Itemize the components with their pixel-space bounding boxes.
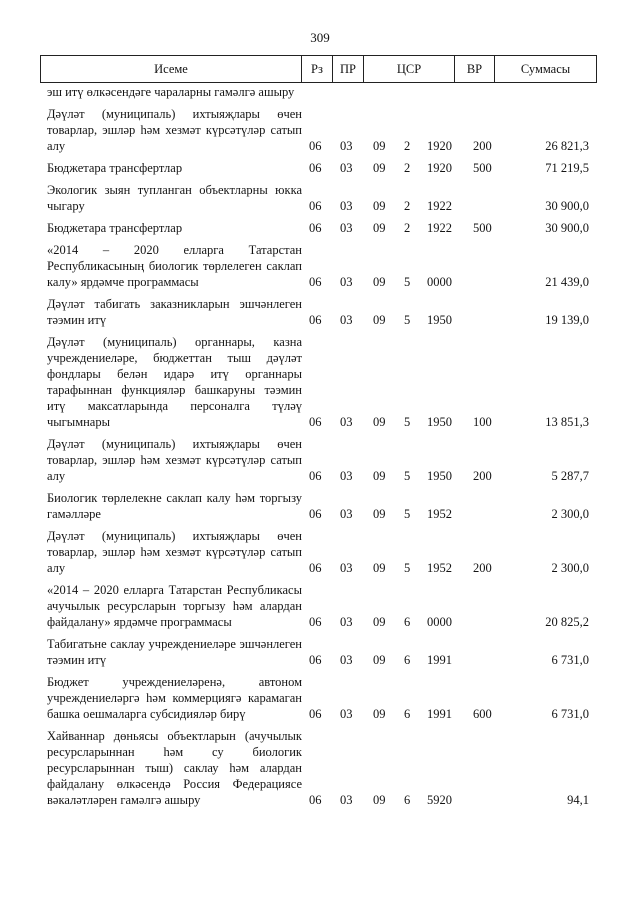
cell-rz: 06 bbox=[309, 199, 322, 213]
cell-csr2: 2 bbox=[404, 139, 411, 153]
cell-vr: 200 bbox=[473, 469, 492, 483]
cell-rz: 06 bbox=[309, 161, 322, 175]
cell-vr: 500 bbox=[473, 161, 492, 175]
row-name: Дәүләт (муниципаль) ихтыяҗлары өчен товарлар, эшләр һәм хезмәт күрсәтүләр сатып алу bbox=[47, 437, 302, 483]
row-codes bbox=[302, 560, 592, 576]
cell-csr2: 6 bbox=[404, 793, 411, 807]
table-row bbox=[47, 436, 592, 484]
cell-pr: 03 bbox=[340, 507, 353, 521]
header-sum: Суммасы bbox=[495, 56, 597, 83]
row-codes bbox=[302, 468, 592, 484]
cell-sum: 19 139,0 bbox=[545, 313, 589, 327]
cell-csr2: 5 bbox=[404, 561, 411, 575]
cell-csr3: 1922 bbox=[427, 221, 452, 235]
cell-sum: 2 300,0 bbox=[551, 507, 589, 521]
cell-csr3: 1952 bbox=[427, 561, 452, 575]
cell-vr: 200 bbox=[473, 561, 492, 575]
cell-vr: 100 bbox=[473, 415, 492, 429]
cell-csr3: 5920 bbox=[427, 793, 452, 807]
cell-pr: 03 bbox=[340, 161, 353, 175]
table-row bbox=[47, 296, 592, 328]
cell-csr3: 1991 bbox=[427, 653, 452, 667]
row-codes bbox=[302, 414, 592, 430]
cell-csr2: 6 bbox=[404, 707, 411, 721]
table-header bbox=[40, 55, 597, 83]
cell-csr2: 5 bbox=[404, 275, 411, 289]
cell-csr1: 09 bbox=[373, 199, 386, 213]
cell-rz: 06 bbox=[309, 275, 322, 289]
row-name: Бюджетара трансфертлар bbox=[47, 161, 183, 175]
cell-csr3: 1950 bbox=[427, 415, 452, 429]
cell-csr1: 09 bbox=[373, 793, 386, 807]
row-name: Бюджет учреждениеләренә, автоном учреждениеләргә һәм коммерциягә карамаган башка оешмаларга субсидияләр бирү bbox=[47, 675, 302, 721]
cell-csr2: 5 bbox=[404, 469, 411, 483]
cell-sum: 26 821,3 bbox=[545, 139, 589, 153]
cell-csr1: 09 bbox=[373, 561, 386, 575]
cell-pr: 03 bbox=[340, 221, 353, 235]
header-rz: Рз bbox=[302, 56, 333, 83]
cell-sum: 2 300,0 bbox=[551, 561, 589, 575]
cell-sum: 30 900,0 bbox=[545, 199, 589, 213]
cell-csr3: 1950 bbox=[427, 313, 452, 327]
row-name: «2014 – 2020 елларга Татарстан Республикасының биологик төрлелеген саклап калу» ярдәмче программасы bbox=[47, 243, 302, 289]
row-codes bbox=[302, 792, 592, 808]
cell-csr1: 09 bbox=[373, 615, 386, 629]
cell-csr3: 1920 bbox=[427, 161, 452, 175]
cell-csr2: 6 bbox=[404, 615, 411, 629]
cell-sum: 20 825,2 bbox=[545, 615, 589, 629]
row-name: Хайваннар дөньясы объектларын (ачучылык ресурсларыннан һәм су биологик ресурсларыннан тыш) саклау һәм алардан файдалану өлкәсендә Россия Федерациясе вәкаләтләрен гамәлгә ашыру bbox=[47, 729, 302, 807]
row-name: Биологик төрлелекне саклап калу һәм торгызу гамәлләре bbox=[47, 491, 302, 521]
cell-csr1: 09 bbox=[373, 707, 386, 721]
cell-rz: 06 bbox=[309, 469, 322, 483]
cell-rz: 06 bbox=[309, 221, 322, 235]
header-pr: ПР bbox=[333, 56, 364, 83]
cell-csr3: 0000 bbox=[427, 275, 452, 289]
budget-table-body bbox=[47, 84, 592, 814]
cell-pr: 03 bbox=[340, 139, 353, 153]
row-codes bbox=[302, 160, 592, 176]
cell-rz: 06 bbox=[309, 415, 322, 429]
cell-csr1: 09 bbox=[373, 313, 386, 327]
cell-pr: 03 bbox=[340, 313, 353, 327]
cell-csr1: 09 bbox=[373, 653, 386, 667]
row-codes bbox=[302, 652, 592, 668]
table-row bbox=[47, 160, 592, 176]
cell-csr2: 6 bbox=[404, 653, 411, 667]
cell-csr1: 09 bbox=[373, 275, 386, 289]
cell-csr2: 5 bbox=[404, 507, 411, 521]
cell-csr1: 09 bbox=[373, 507, 386, 521]
cell-pr: 03 bbox=[340, 615, 353, 629]
cell-csr1: 09 bbox=[373, 161, 386, 175]
row-codes bbox=[302, 312, 592, 328]
cell-csr2: 2 bbox=[404, 199, 411, 213]
header-csr: ЦСР bbox=[364, 56, 455, 83]
row-name: Табигатьне саклау учреждениеләре эшчәнлеген тәэмин итү bbox=[47, 637, 302, 667]
row-name: Бюджетара трансфертлар bbox=[47, 221, 183, 235]
cell-csr3: 1922 bbox=[427, 199, 452, 213]
table-row bbox=[47, 106, 592, 154]
table-row bbox=[47, 220, 592, 236]
cell-rz: 06 bbox=[309, 313, 322, 327]
cell-rz: 06 bbox=[309, 507, 322, 521]
cell-sum: 13 851,3 bbox=[545, 415, 589, 429]
cell-csr1: 09 bbox=[373, 139, 386, 153]
table-row bbox=[47, 242, 592, 290]
cell-csr2: 2 bbox=[404, 161, 411, 175]
table-row bbox=[47, 636, 592, 668]
row-codes bbox=[302, 614, 592, 630]
table-row bbox=[47, 728, 592, 808]
cell-sum: 94,1 bbox=[567, 793, 589, 807]
cell-vr: 500 bbox=[473, 221, 492, 235]
cell-pr: 03 bbox=[340, 707, 353, 721]
cell-rz: 06 bbox=[309, 561, 322, 575]
cell-rz: 06 bbox=[309, 793, 322, 807]
cell-csr3: 1952 bbox=[427, 507, 452, 521]
row-codes bbox=[302, 706, 592, 722]
cell-csr1: 09 bbox=[373, 415, 386, 429]
row-name: Экологик зыян тупланган объектларны юкка чыгару bbox=[47, 183, 302, 213]
table-row bbox=[47, 334, 592, 430]
cell-vr: 600 bbox=[473, 707, 492, 721]
cell-pr: 03 bbox=[340, 561, 353, 575]
row-codes bbox=[302, 138, 592, 154]
cell-csr2: 2 bbox=[404, 221, 411, 235]
header-name: Исеме bbox=[41, 56, 302, 83]
table-row bbox=[47, 182, 592, 214]
cell-sum: 71 219,5 bbox=[545, 161, 589, 175]
cell-rz: 06 bbox=[309, 615, 322, 629]
table-row bbox=[47, 528, 592, 576]
cell-sum: 6 731,0 bbox=[551, 653, 589, 667]
cell-csr2: 5 bbox=[404, 415, 411, 429]
header-vr: ВР bbox=[455, 56, 495, 83]
cell-rz: 06 bbox=[309, 139, 322, 153]
row-name: Дәүләт табигать заказникларын эшчәнлеген тәэмин итү bbox=[47, 297, 302, 327]
cell-pr: 03 bbox=[340, 793, 353, 807]
cell-csr1: 09 bbox=[373, 469, 386, 483]
row-codes bbox=[302, 84, 592, 100]
cell-pr: 03 bbox=[340, 653, 353, 667]
table-row bbox=[47, 84, 592, 100]
cell-csr1: 09 bbox=[373, 221, 386, 235]
row-name: Дәүләт (муниципаль) ихтыяҗлары өчен товарлар, эшләр һәм хезмәт күрсәтүләр сатып алу bbox=[47, 107, 302, 153]
cell-sum: 5 287,7 bbox=[551, 469, 589, 483]
cell-csr2: 5 bbox=[404, 313, 411, 327]
row-codes bbox=[302, 274, 592, 290]
cell-rz: 06 bbox=[309, 653, 322, 667]
cell-csr3: 0000 bbox=[427, 615, 452, 629]
cell-csr3: 1920 bbox=[427, 139, 452, 153]
table-row bbox=[47, 582, 592, 630]
row-name: «2014 – 2020 елларга Татарстан Республикасы ачучылык ресурсларын торгызу һәм алардан файдалану» ярдәмче программасы bbox=[47, 583, 302, 629]
row-name: Дәүләт (муниципаль) органнары, казна учреждениеләре, бюджеттан тыш дәүләт фондлары белән идарә итү органнары тарафыннан функцияләр башкаруны тәэмин итү максатларында персоналга түләү чыгымнары bbox=[47, 335, 302, 429]
row-codes bbox=[302, 506, 592, 522]
cell-pr: 03 bbox=[340, 415, 353, 429]
table-row bbox=[47, 490, 592, 522]
row-name: эш итү өлкәсендәге чараларны гамәлгә ашыру bbox=[47, 85, 295, 99]
cell-pr: 03 bbox=[340, 469, 353, 483]
cell-sum: 30 900,0 bbox=[545, 221, 589, 235]
cell-sum: 6 731,0 bbox=[551, 707, 589, 721]
row-codes bbox=[302, 220, 592, 236]
cell-pr: 03 bbox=[340, 199, 353, 213]
page-number: 309 bbox=[310, 30, 330, 45]
cell-vr: 200 bbox=[473, 139, 492, 153]
row-name: Дәүләт (муниципаль) ихтыяҗлары өчен товарлар, эшләр һәм хезмәт күрсәтүләр сатып алу bbox=[47, 529, 302, 575]
cell-rz: 06 bbox=[309, 707, 322, 721]
cell-pr: 03 bbox=[340, 275, 353, 289]
cell-sum: 21 439,0 bbox=[545, 275, 589, 289]
cell-csr3: 1950 bbox=[427, 469, 452, 483]
table-row bbox=[47, 674, 592, 722]
cell-csr3: 1991 bbox=[427, 707, 452, 721]
row-codes bbox=[302, 198, 592, 214]
